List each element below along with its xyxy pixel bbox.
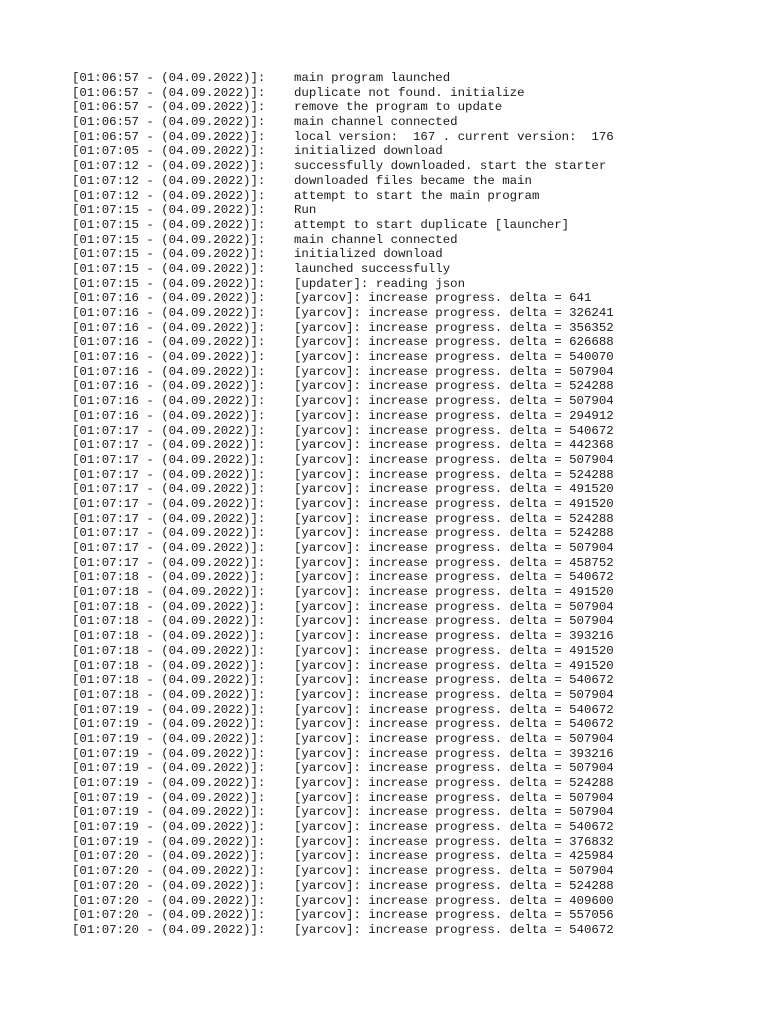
log-message: [yarcov]: increase progress. delta = 326241 [294, 306, 614, 320]
log-line [72, 585, 712, 600]
log-timestamp: [01:07:20 - (04.09.2022)]: [72, 908, 266, 923]
log-timestamp: [01:07:17 - (04.09.2022)]: [72, 452, 266, 467]
log-message: [updater]: reading json [294, 276, 466, 291]
log-timestamp: [01:06:57 - (04.09.2022)]: [72, 85, 266, 100]
log-timestamp: [01:07:12 - (04.09.2022)]: [72, 188, 266, 203]
log-message: [yarcov]: increase progress. delta = 491520 [294, 643, 614, 658]
log-message: [yarcov]: increase progress. delta = 491520 [294, 496, 614, 511]
log-timestamp: [01:07:16 - (04.09.2022)]: [72, 394, 266, 409]
log-message: [yarcov]: increase progress. delta = 442368 [294, 438, 614, 453]
log-timestamp: [01:06:57 - (04.09.2022)]: [72, 100, 266, 115]
log-line [72, 159, 712, 174]
log-line [72, 923, 712, 938]
log-timestamp: [01:07:18 - (04.09.2022)]: [72, 629, 266, 644]
log-line [72, 512, 712, 527]
log-timestamp: [01:07:05 - (04.09.2022)]: [72, 144, 266, 159]
log-timestamp: [01:07:19 - (04.09.2022)]: [72, 717, 266, 732]
log-timestamp: [01:07:17 - (04.09.2022)]: [72, 423, 266, 438]
log-message: [yarcov]: increase progress. delta = 491520 [294, 658, 614, 673]
log-timestamp: [01:07:19 - (04.09.2022)]: [72, 790, 266, 805]
log-message: [yarcov]: increase progress. delta = 491520 [294, 585, 614, 600]
log-timestamp: [01:07:15 - (04.09.2022)]: [72, 261, 266, 276]
log-message: initialized download [294, 144, 443, 159]
log-message: [yarcov]: increase progress. delta = 540672 [294, 702, 614, 717]
log-message: successfully downloaded. start the starter [294, 159, 607, 174]
log-timestamp: [01:07:17 - (04.09.2022)]: [72, 511, 266, 526]
log-message: [yarcov]: increase progress. delta = 507904 [294, 599, 614, 614]
log-message: [yarcov]: increase progress. delta = 507904 [294, 614, 614, 629]
log-timestamp: [01:07:19 - (04.09.2022)]: [72, 820, 266, 835]
log-timestamp: [01:07:18 - (04.09.2022)]: [72, 658, 266, 673]
log-line [72, 291, 712, 306]
log-message: downloaded files became the main [294, 173, 532, 188]
log-message: initialized download [294, 247, 443, 262]
log-line [72, 203, 712, 218]
log-line [72, 908, 712, 923]
log-line [72, 394, 712, 409]
log-timestamp: [01:07:20 - (04.09.2022)]: [72, 893, 266, 908]
log-message: [yarcov]: increase progress. delta = 458752 [294, 555, 614, 570]
log-line [72, 776, 712, 791]
log-line [72, 218, 712, 233]
log-line [72, 791, 712, 806]
log-message: [yarcov]: increase progress. delta = 294912 [294, 408, 614, 423]
log-line [72, 453, 712, 468]
log-line [72, 614, 712, 629]
log-line [72, 233, 712, 248]
log-message: [yarcov]: increase progress. delta = 540672 [294, 820, 614, 835]
log-timestamp: [01:07:18 - (04.09.2022)]: [72, 614, 266, 629]
log-line [72, 659, 712, 674]
log-line [72, 130, 712, 145]
log-timestamp: [01:07:15 - (04.09.2022)]: [72, 232, 266, 247]
log-line [72, 805, 712, 820]
log-message: duplicate not found. initialize [294, 85, 525, 100]
log-line [72, 747, 712, 762]
log-message: [yarcov]: increase progress. delta = 524288 [294, 467, 614, 482]
log-timestamp: [01:07:19 - (04.09.2022)]: [72, 776, 266, 790]
log-message: [yarcov]: increase progress. delta = 507904 [294, 364, 614, 379]
log-message: [yarcov]: increase progress. delta = 356352 [294, 320, 614, 335]
log-message: [yarcov]: increase progress. delta = 641 [294, 291, 592, 306]
log-message: attempt to start duplicate [launcher] [294, 217, 570, 232]
log-timestamp: [01:07:18 - (04.09.2022)]: [72, 687, 266, 702]
log-timestamp: [01:07:18 - (04.09.2022)]: [72, 570, 266, 585]
log-message: [yarcov]: increase progress. delta = 425984 [294, 849, 614, 864]
log-timestamp: [01:07:18 - (04.09.2022)]: [72, 599, 266, 614]
log-line [72, 849, 712, 864]
log-message: [yarcov]: increase progress. delta = 540070 [294, 350, 614, 365]
log-message: [yarcov]: increase progress. delta = 540672 [294, 922, 614, 937]
log-message: [yarcov]: increase progress. delta = 524288 [294, 379, 614, 394]
log-message: [yarcov]: increase progress. delta = 393216 [294, 746, 614, 761]
log-line [72, 247, 712, 262]
log-line [72, 497, 712, 512]
log-line [72, 424, 712, 439]
log-line [72, 189, 712, 204]
log-line [72, 468, 712, 483]
log-line [72, 100, 712, 115]
log-line [72, 379, 712, 394]
log-message: [yarcov]: increase progress. delta = 507904 [294, 761, 614, 776]
log-timestamp: [01:07:16 - (04.09.2022)]: [72, 408, 266, 423]
log-line [72, 732, 712, 747]
log-message: [yarcov]: increase progress. delta = 540672 [294, 423, 614, 438]
log-message: [yarcov]: increase progress. delta = 524288 [294, 878, 614, 893]
log-timestamp: [01:07:16 - (04.09.2022)]: [72, 379, 266, 394]
log-line [72, 673, 712, 688]
log-timestamp: [01:07:17 - (04.09.2022)]: [72, 467, 266, 482]
log-message: [yarcov]: increase progress. delta = 524288 [294, 776, 614, 790]
log-line [72, 350, 712, 365]
log-line [72, 262, 712, 277]
log-line [72, 894, 712, 909]
log-message: [yarcov]: increase progress. delta = 507904 [294, 790, 614, 805]
log-message: [yarcov]: increase progress. delta = 507904 [294, 394, 614, 409]
log-timestamp: [01:07:19 - (04.09.2022)]: [72, 746, 266, 761]
log-line [72, 144, 712, 159]
log-timestamp: [01:07:20 - (04.09.2022)]: [72, 922, 266, 937]
log-timestamp: [01:06:57 - (04.09.2022)]: [72, 71, 266, 85]
log-message: [yarcov]: increase progress. delta = 557056 [294, 908, 614, 923]
log-message: Run [294, 203, 317, 218]
log-timestamp: [01:07:20 - (04.09.2022)]: [72, 864, 266, 879]
log-message: [yarcov]: increase progress. delta = 507904 [294, 452, 614, 467]
log-message: [yarcov]: increase progress. delta = 540672 [294, 570, 614, 585]
log-message: [yarcov]: increase progress. delta = 507904 [294, 541, 614, 555]
log-timestamp: [01:07:20 - (04.09.2022)]: [72, 849, 266, 864]
log-line [72, 835, 712, 850]
log-line [72, 864, 712, 879]
log-line [72, 820, 712, 835]
log-line [72, 541, 712, 556]
log-timestamp: [01:07:19 - (04.09.2022)]: [72, 731, 266, 746]
log-line [72, 115, 712, 130]
log-timestamp: [01:07:16 - (04.09.2022)]: [72, 350, 266, 365]
log-timestamp: [01:07:18 - (04.09.2022)]: [72, 673, 266, 688]
log-line [72, 482, 712, 497]
log-message: main program launched [294, 71, 451, 85]
log-message: [yarcov]: increase progress. delta = 524288 [294, 511, 614, 526]
log-message: [yarcov]: increase progress. delta = 524288 [294, 526, 614, 541]
log-line [72, 688, 712, 703]
log-timestamp: [01:07:19 - (04.09.2022)]: [72, 761, 266, 776]
log-timestamp: [01:07:12 - (04.09.2022)]: [72, 173, 266, 188]
log-timestamp: [01:07:20 - (04.09.2022)]: [72, 878, 266, 893]
log-timestamp: [01:07:16 - (04.09.2022)]: [72, 291, 266, 306]
log-line [72, 879, 712, 894]
log-line [72, 761, 712, 776]
log-message: main channel connected [294, 115, 458, 130]
log-message: main channel connected [294, 232, 458, 247]
log-line [72, 644, 712, 659]
log-timestamp: [01:07:15 - (04.09.2022)]: [72, 247, 266, 262]
log-timestamp: [01:07:17 - (04.09.2022)]: [72, 482, 266, 497]
log-line [72, 703, 712, 718]
log-message: [yarcov]: increase progress. delta = 540672 [294, 673, 614, 688]
log-line [72, 86, 712, 101]
log-timestamp: [01:07:15 - (04.09.2022)]: [72, 203, 266, 218]
log-timestamp: [01:07:17 - (04.09.2022)]: [72, 438, 266, 453]
log-line [72, 438, 712, 453]
log-message: remove the program to update [294, 100, 503, 115]
log-timestamp: [01:07:16 - (04.09.2022)]: [72, 335, 266, 350]
log-timestamp: [01:07:18 - (04.09.2022)]: [72, 585, 266, 600]
log-timestamp: [01:07:16 - (04.09.2022)]: [72, 320, 266, 335]
log-message: [yarcov]: increase progress. delta = 507904 [294, 864, 614, 879]
log-line [72, 335, 712, 350]
log-line [72, 365, 712, 380]
log-timestamp: [01:07:15 - (04.09.2022)]: [72, 276, 266, 291]
log-line [72, 717, 712, 732]
log-timestamp: [01:07:17 - (04.09.2022)]: [72, 555, 266, 570]
log-line [72, 409, 712, 424]
log-line [72, 629, 712, 644]
log-timestamp: [01:07:17 - (04.09.2022)]: [72, 496, 266, 511]
log-timestamp: [01:07:17 - (04.09.2022)]: [72, 541, 266, 555]
log-line [72, 277, 712, 292]
log-message: attempt to start the main program [294, 188, 540, 203]
log-line [72, 556, 712, 571]
log-message: [yarcov]: increase progress. delta = 626688 [294, 335, 614, 350]
log-timestamp: [01:06:57 - (04.09.2022)]: [72, 129, 266, 144]
log-timestamp: [01:07:19 - (04.09.2022)]: [72, 702, 266, 717]
log-line [72, 570, 712, 585]
log-timestamp: [01:07:16 - (04.09.2022)]: [72, 306, 266, 320]
log-message: [yarcov]: increase progress. delta = 409600 [294, 893, 614, 908]
log-line [72, 321, 712, 336]
log-message: [yarcov]: increase progress. delta = 376832 [294, 834, 614, 849]
log-line [72, 71, 712, 86]
log-message: [yarcov]: increase progress. delta = 540672 [294, 717, 614, 732]
log-line [72, 600, 712, 615]
log-timestamp: [01:07:15 - (04.09.2022)]: [72, 217, 266, 232]
log-message: [yarcov]: increase progress. delta = 491520 [294, 482, 614, 497]
log-line [72, 174, 712, 189]
log-message: [yarcov]: increase progress. delta = 507904 [294, 687, 614, 702]
log-timestamp: [01:06:57 - (04.09.2022)]: [72, 115, 266, 130]
log-timestamp: [01:07:18 - (04.09.2022)]: [72, 643, 266, 658]
log-message: launched successfully [294, 261, 451, 276]
log-timestamp: [01:07:16 - (04.09.2022)]: [72, 364, 266, 379]
log-text [72, 71, 712, 938]
log-message: [yarcov]: increase progress. delta = 393216 [294, 629, 614, 644]
log-line [72, 526, 712, 541]
log-message: [yarcov]: increase progress. delta = 507904 [294, 805, 614, 820]
log-timestamp: [01:07:17 - (04.09.2022)]: [72, 526, 266, 541]
log-timestamp: [01:07:12 - (04.09.2022)]: [72, 159, 266, 174]
log-timestamp: [01:07:19 - (04.09.2022)]: [72, 834, 266, 849]
log-timestamp: [01:07:19 - (04.09.2022)]: [72, 805, 266, 820]
log-message: local version: 167 . current version: 176 [294, 129, 614, 144]
log-line [72, 306, 712, 321]
log-message: [yarcov]: increase progress. delta = 507904 [294, 731, 614, 746]
